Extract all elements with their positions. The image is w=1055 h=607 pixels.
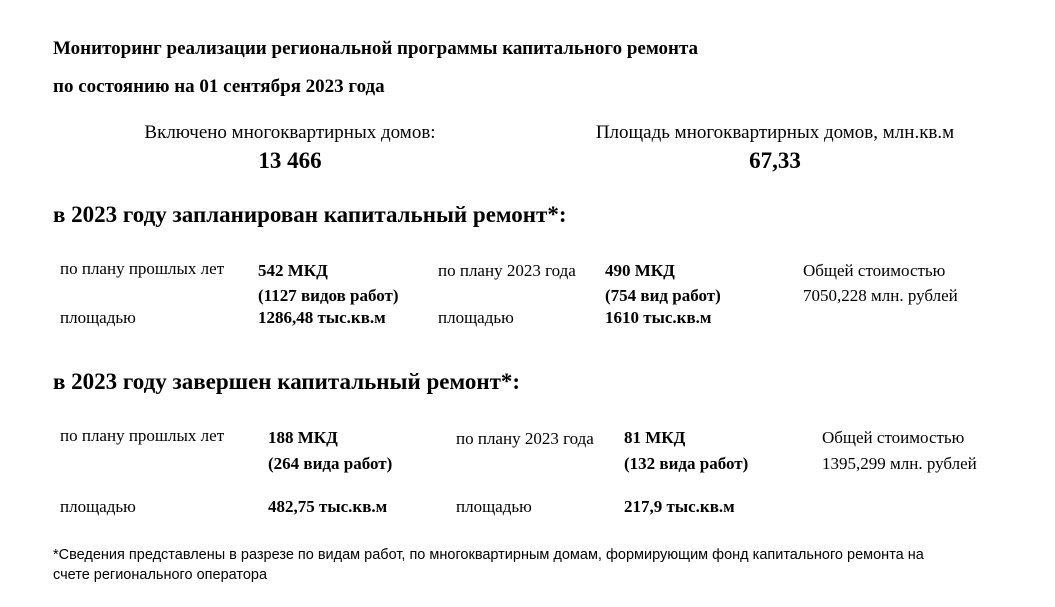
completed-past-label: по плану прошлых лет xyxy=(60,426,225,445)
report-title: Мониторинг реализации региональной программы капитального ремонта xyxy=(53,38,699,59)
planned-past-area: 1286,48 тыс.кв.м xyxy=(258,308,386,327)
area-label: Площадь многоквартирных домов, млн.кв.м xyxy=(595,122,955,143)
houses-value: 13 466 xyxy=(258,148,322,173)
footnote-line1: *Сведения представлены в разрезе по видам работ, по многоквартирным домам, формирующим фонд капитального ремонта на xyxy=(53,547,924,563)
planned-cur-mkd: 490 МКД xyxy=(605,261,675,280)
footnote-line2: счете регионального оператора xyxy=(53,567,268,583)
completed-cur-mkd: 81 МКД xyxy=(624,428,686,447)
completed-cur-area-label: площадью xyxy=(456,497,532,516)
planned-cost-value: 7050,228 млн. рублей xyxy=(803,286,958,305)
planned-cur-area: 1610 тыс.кв.м xyxy=(605,308,712,327)
completed-cur-label: по плану 2023 года xyxy=(456,429,594,448)
houses-label: Включено многоквартирных домов: xyxy=(144,122,436,143)
completed-past-area-label: площадью xyxy=(60,497,136,516)
completed-heading: в 2023 году завершен капитальный ремонт*: xyxy=(53,369,521,394)
completed-past-area: 482,75 тыс.кв.м xyxy=(268,497,388,516)
area-value: 67,33 xyxy=(749,148,801,173)
completed-cur-area: 217,9 тыс.кв.м xyxy=(624,497,735,516)
completed-cost-label: Общей стоимостью xyxy=(822,428,965,447)
completed-cur-works: (132 вида работ) xyxy=(624,454,749,473)
planned-past-area-label: площадью xyxy=(60,308,136,327)
planned-cur-works: (754 вид работ) xyxy=(605,286,721,305)
planned-cur-label: по плану 2023 года xyxy=(438,261,576,280)
report-date: по состоянию на 01 сентября 2023 года xyxy=(53,76,385,97)
planned-heading: в 2023 году запланирован капитальный ремонт*: xyxy=(53,202,567,227)
planned-past-works: (1127 видов работ) xyxy=(258,286,399,305)
planned-cur-area-label: площадью xyxy=(438,308,514,327)
planned-past-label: по плану прошлых лет xyxy=(60,259,225,278)
completed-cost-value: 1395,299 млн. рублей xyxy=(822,454,977,473)
planned-past-mkd: 542 МКД xyxy=(258,261,328,280)
completed-past-mkd: 188 МКД xyxy=(268,428,338,447)
completed-past-works: (264 вида работ) xyxy=(268,454,393,473)
planned-cost-label: Общей стоимостью xyxy=(803,261,946,280)
